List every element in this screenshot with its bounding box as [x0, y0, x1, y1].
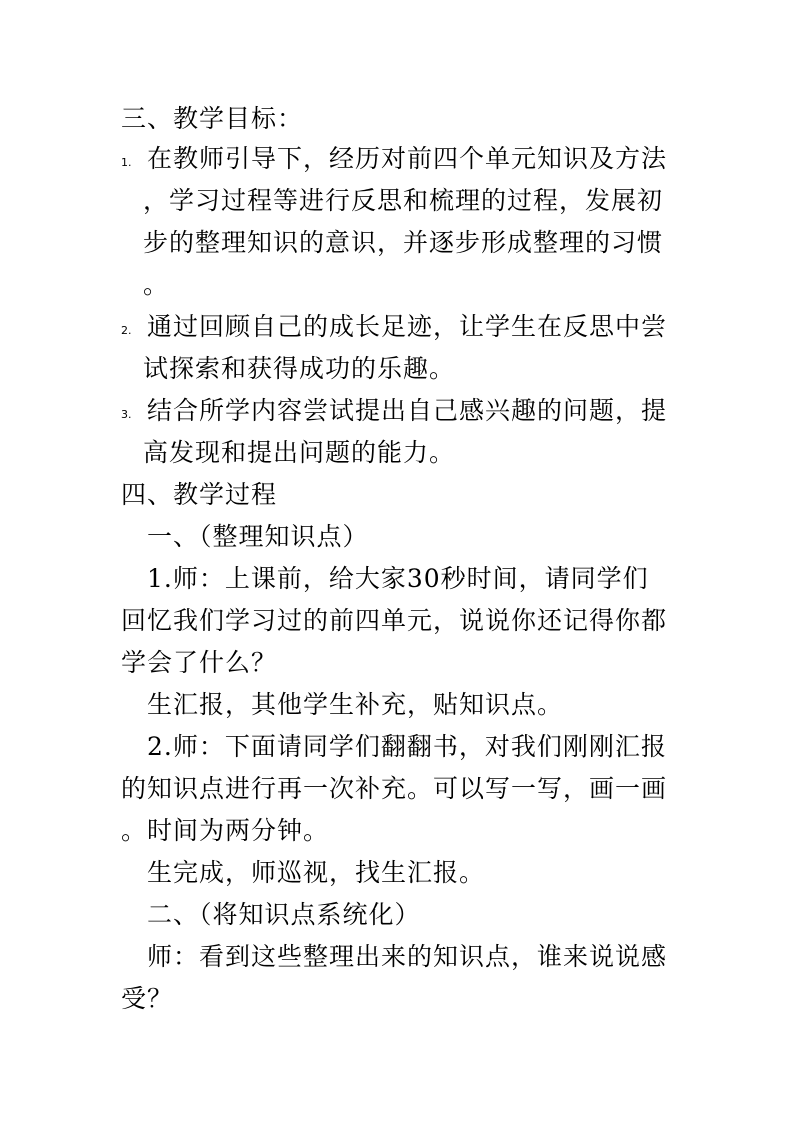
goal-1-line-4: 。: [143, 270, 170, 299]
goal-3-line-1: 结合所学内容尝试提出自己感兴趣的问题，提: [147, 396, 668, 425]
paragraph-1-line-2: 回忆我们学习过的前四单元，说说你还记得你都: [121, 606, 668, 635]
paragraph-1-line-3: 学会了什么？: [121, 648, 278, 677]
paragraph-3-line-1: 2.师：下面请同学们翻翻书，对我们刚刚汇报: [147, 732, 667, 761]
goal-number: 1.: [121, 156, 132, 169]
goal-2-line-2: 试探索和获得成功的乐趣。: [143, 354, 456, 383]
paragraph-1-line-1: 1.师：上课前，给大家30秒时间，请同学们: [147, 564, 649, 593]
section-heading-teaching-process: 四、教学过程: [121, 480, 278, 509]
goal-number: 2.: [121, 324, 132, 337]
goal-1-line-2: ，学习过程等进行反思和梳理的过程，发展初: [143, 186, 664, 215]
paragraph-5-line-1: 师：看到这些整理出来的知识点，谁来说说感: [147, 942, 668, 971]
paragraph-2: 生汇报，其他学生补充，贴知识点。: [147, 690, 564, 719]
goal-3-line-2: 高发现和提出问题的能力。: [143, 438, 456, 467]
subheading-organize-knowledge: 一、（整理知识点）: [147, 522, 369, 551]
subheading-systematize-knowledge: 二、（将知识点系统化）: [147, 900, 421, 929]
goal-2-line-1: 通过回顾自己的成长足迹，让学生在反思中尝: [147, 312, 668, 341]
paragraph-4: 生完成，师巡视，找生汇报。: [147, 858, 486, 887]
section-heading-teaching-goals: 三、教学目标：: [121, 104, 304, 133]
paragraph-3-line-2: 的知识点进行再一次补充。可以写一写，画一画: [121, 774, 668, 803]
goal-1-line-1: 在教师引导下，经历对前四个单元知识及方法: [147, 144, 668, 173]
paragraph-3-line-3: 。时间为两分钟。: [121, 816, 330, 845]
goal-number: 3.: [121, 408, 132, 421]
paragraph-5-line-2: 受？: [121, 984, 174, 1013]
goal-1-line-3: 步的整理知识的意识，并逐步形成整理的习惯: [143, 228, 664, 257]
